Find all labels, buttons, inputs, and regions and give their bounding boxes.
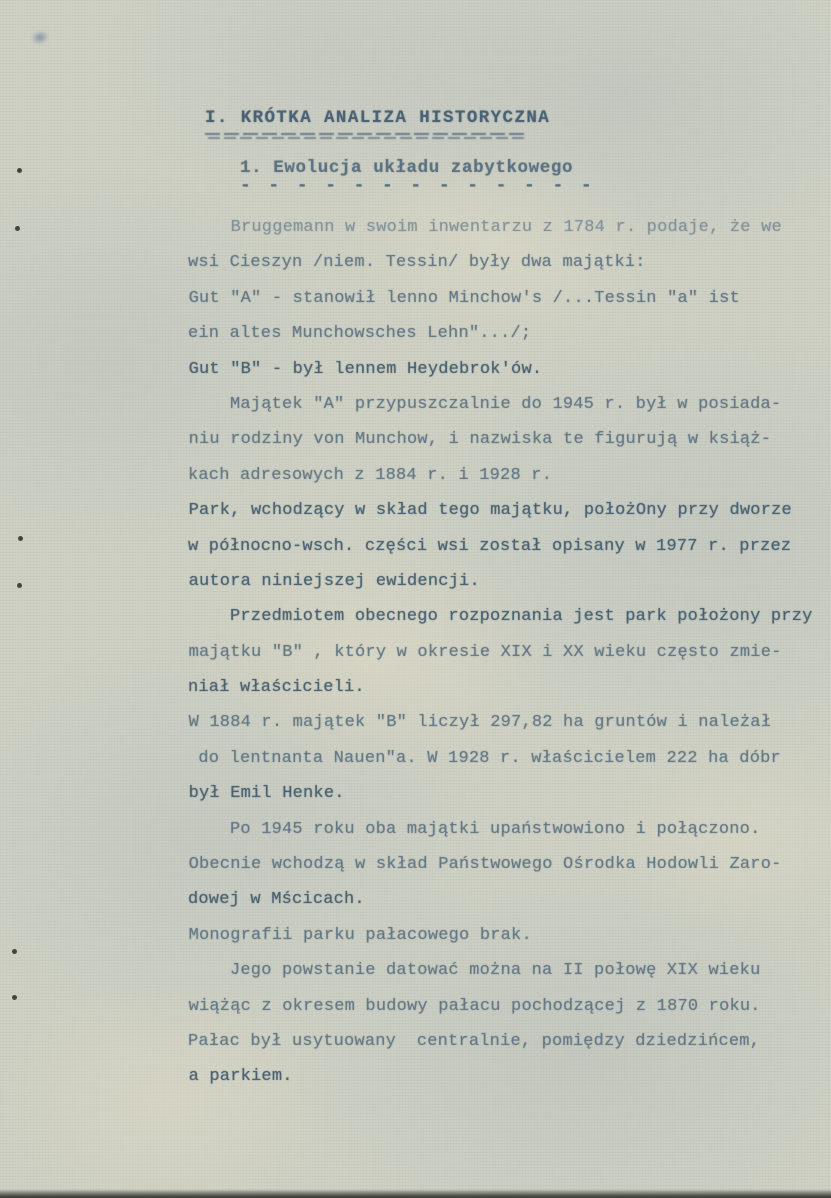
margin-speck	[18, 536, 23, 541]
text-line: majątku "B" , który w okresie XIX i XX wieku często zmie-	[188, 642, 782, 662]
text-line: Przedmiotem obecnego rozpoznania jest park położony przy	[230, 607, 813, 627]
margin-speck	[17, 168, 22, 173]
margin-speck	[15, 226, 20, 231]
text-line: Park, wchodzący w skład tego majątku, położOny przy dworze	[188, 501, 792, 521]
subsection-heading: 1. Ewolucja układu zabytkowego	[240, 158, 574, 178]
text-line: Pałac był usytuowany centralnie, pomiędzy dziedzińcem,	[188, 1031, 761, 1051]
text-line: a parkiem.	[188, 1067, 293, 1087]
text-line: Bruggemann w swoim inwentarzu z 1784 r. podaje, że we	[230, 218, 782, 237]
margin-speck	[12, 949, 17, 954]
text-line: wsi Cieszyn /niem. Tessin/ były dwa majątki:	[188, 253, 646, 273]
text-line: Jego powstanie datować można na II połowę XIX wieku	[230, 961, 761, 981]
text-line: ein altes Munchowsches Lehn".../;	[188, 324, 532, 344]
text-line: był Emil Henke.	[188, 784, 345, 804]
text-line: kach adresowych z 1884 r. i 1928 r.	[188, 465, 553, 485]
text-line: dowej w Mścicach.	[188, 890, 365, 910]
text-line: autora niniejszej ewidencji.	[188, 571, 480, 591]
text-line: Gut "A" - stanowił lenno Minchow's /...Tessin "a" ist	[188, 288, 740, 308]
margin-speck	[12, 995, 17, 1000]
text-line: Gut "B" - był lennem Heydebrok'ów.	[188, 359, 543, 379]
text-line: Po 1945 roku oba majątki upaństwowiono i połączono.	[230, 819, 761, 839]
margin-speck	[17, 583, 22, 588]
text-line: wiążąc z okresem budowy pałacu pochodzącej z 1870 roku.	[188, 996, 761, 1016]
text-line: W 1884 r. majątek "B" liczył 297,82 ha gruntów i należał	[188, 713, 772, 733]
text-line: niał właścicieli.	[188, 678, 365, 698]
ink-smudge	[30, 29, 50, 45]
text-line: do lentnanta Nauen"a. W 1928 r. właścicielem 222 ha dóbr	[188, 748, 781, 768]
document-body	[188, 210, 828, 1095]
subsection-underline: - - - - - - - - - - - - -	[240, 176, 596, 196]
text-line: niu rodziny von Munchow, i nazwiska te figurują w książ-	[188, 430, 772, 450]
text-line: Majątek "A" przypuszczalnie do 1945 r. był w posiada-	[230, 394, 782, 414]
heading-underline	[205, 133, 527, 139]
text-line: Obecnie wchodzą w skład Państwowego Ośrodka Hodowli Zaro-	[188, 855, 782, 875]
section-heading: I. KRÓTKA ANALIZA HISTORYCZNA	[205, 108, 551, 128]
text-line: Monografii parku pałacowego brak.	[188, 925, 532, 945]
typewritten-text-block	[188, 106, 828, 1095]
scan-bottom-edge	[0, 1189, 831, 1198]
text-line: w północno-wsch. części wsi został opisany w 1977 r. przez	[188, 536, 792, 556]
